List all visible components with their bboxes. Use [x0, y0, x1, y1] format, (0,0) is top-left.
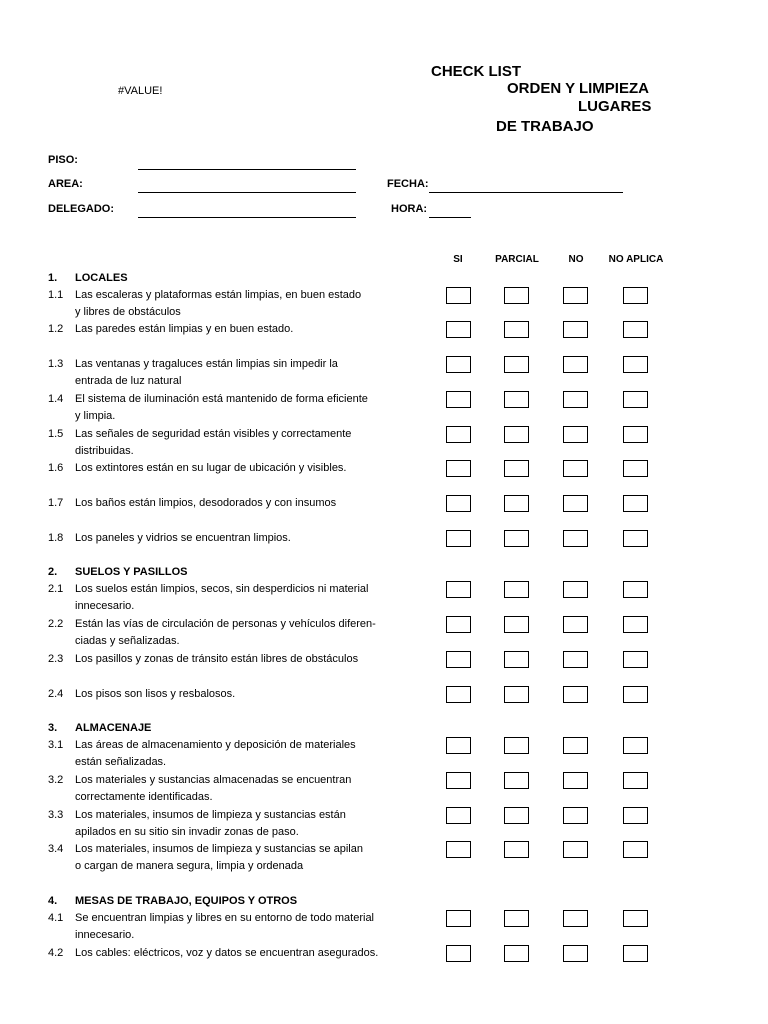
item-number: 3.3	[48, 809, 64, 821]
item-text: Las ventanas y tragaluces están limpias sin impedir la	[75, 358, 338, 370]
delegado-label: DELEGADO:	[48, 203, 114, 215]
item-text: distribuidas.	[75, 445, 134, 457]
checkbox-no-aplica[interactable]	[623, 910, 648, 927]
checkbox-no[interactable]	[563, 945, 588, 962]
checkbox-no-aplica[interactable]	[623, 841, 648, 858]
checkbox-no-aplica[interactable]	[623, 686, 648, 703]
item-text: apilados en su sitio sin invadir zonas de paso.	[75, 826, 299, 838]
checkbox-no[interactable]	[563, 530, 588, 547]
area-field[interactable]	[138, 192, 356, 193]
checkbox-no[interactable]	[563, 910, 588, 927]
checkbox-si[interactable]	[446, 287, 471, 304]
checkbox-no-aplica[interactable]	[623, 321, 648, 338]
item-number: 2.4	[48, 688, 64, 700]
section-number: 3.	[48, 722, 58, 734]
checkbox-no[interactable]	[563, 287, 588, 304]
item-number: 1.8	[48, 532, 64, 544]
fecha-field[interactable]	[429, 192, 623, 193]
checkbox-no-aplica[interactable]	[623, 737, 648, 754]
checkbox-no-aplica[interactable]	[623, 945, 648, 962]
item-number: 4.2	[48, 947, 64, 959]
area-label: AREA:	[48, 178, 83, 190]
checkbox-no[interactable]	[563, 686, 588, 703]
checkbox-parcial[interactable]	[504, 287, 529, 304]
checkbox-si[interactable]	[446, 581, 471, 598]
item-number: 3.2	[48, 774, 64, 786]
checkbox-parcial[interactable]	[504, 772, 529, 789]
checkbox-no[interactable]	[563, 581, 588, 598]
column-header-no-aplica: NO APLICA	[608, 254, 664, 265]
checkbox-si[interactable]	[446, 807, 471, 824]
section-title: ALMACENAJE	[75, 722, 152, 734]
checkbox-no[interactable]	[563, 321, 588, 338]
checkbox-si[interactable]	[446, 651, 471, 668]
item-text: y limpia.	[75, 410, 116, 422]
fecha-label: FECHA:	[387, 178, 429, 190]
checkbox-si[interactable]	[446, 686, 471, 703]
checkbox-parcial[interactable]	[504, 686, 529, 703]
checkbox-parcial[interactable]	[504, 391, 529, 408]
checkbox-si[interactable]	[446, 460, 471, 477]
checkbox-no-aplica[interactable]	[623, 530, 648, 547]
value-error-cell: #VALUE!	[118, 85, 163, 97]
checkbox-parcial[interactable]	[504, 530, 529, 547]
item-text: Los materiales y sustancias almacenadas se encuentran	[75, 774, 352, 786]
checkbox-parcial[interactable]	[504, 321, 529, 338]
hora-label: HORA:	[391, 203, 428, 215]
checkbox-si[interactable]	[446, 772, 471, 789]
checkbox-no[interactable]	[563, 651, 588, 668]
checkbox-si[interactable]	[446, 530, 471, 547]
checkbox-no-aplica[interactable]	[623, 495, 648, 512]
item-number: 1.7	[48, 497, 64, 509]
item-text: Los cables: eléctricos, voz y datos se encuentran asegurados.	[75, 947, 379, 959]
checkbox-parcial[interactable]	[504, 616, 529, 633]
checkbox-no[interactable]	[563, 356, 588, 373]
checkbox-si[interactable]	[446, 616, 471, 633]
item-number: 3.4	[48, 843, 64, 855]
item-number: 1.3	[48, 358, 64, 370]
checkbox-parcial[interactable]	[504, 495, 529, 512]
item-number: 1.6	[48, 462, 64, 474]
checkbox-si[interactable]	[446, 321, 471, 338]
item-text: Las señales de seguridad están visibles y correctamente	[75, 428, 352, 440]
checkbox-no[interactable]	[563, 460, 588, 477]
item-text: El sistema de iluminación está mantenido de forma eficiente	[75, 393, 368, 405]
section-number: 2.	[48, 566, 58, 578]
item-text: ciadas y señalizadas.	[75, 635, 180, 647]
checkbox-si[interactable]	[446, 737, 471, 754]
piso-label: PISO:	[48, 154, 78, 166]
checkbox-no-aplica[interactable]	[623, 772, 648, 789]
item-number: 2.3	[48, 653, 64, 665]
checkbox-no-aplica[interactable]	[623, 356, 648, 373]
checkbox-no[interactable]	[563, 391, 588, 408]
checkbox-parcial[interactable]	[504, 651, 529, 668]
checkbox-si[interactable]	[446, 391, 471, 408]
section-number: 4.	[48, 895, 58, 907]
section-title: MESAS DE TRABAJO, EQUIPOS Y OTROS	[75, 895, 298, 907]
item-number: 1.1	[48, 289, 64, 301]
column-header-no: NO	[568, 254, 584, 265]
checkbox-si[interactable]	[446, 495, 471, 512]
checkbox-si[interactable]	[446, 356, 471, 373]
item-number: 4.1	[48, 912, 64, 924]
checkbox-no[interactable]	[563, 616, 588, 633]
checkbox-parcial[interactable]	[504, 356, 529, 373]
checkbox-parcial[interactable]	[504, 460, 529, 477]
item-text: Los pasillos y zonas de tránsito están libres de obstáculos	[75, 653, 359, 665]
item-text: Los paneles y vidrios se encuentran limpios.	[75, 532, 291, 544]
delegado-field[interactable]	[138, 217, 356, 218]
item-text: Los materiales, insumos de limpieza y sustancias se apilan	[75, 843, 363, 855]
checkbox-parcial[interactable]	[504, 581, 529, 598]
item-text: Los suelos están limpios, secos, sin desperdicios ni material	[75, 583, 369, 595]
item-text: entrada de luz natural	[75, 375, 182, 387]
checkbox-no[interactable]	[563, 737, 588, 754]
checkbox-no-aplica[interactable]	[623, 616, 648, 633]
section-number: 1.	[48, 272, 58, 284]
item-text: Las paredes están limpias y en buen estado.	[75, 323, 294, 335]
title-line-1: CHECK LIST	[431, 63, 521, 80]
item-number: 1.5	[48, 428, 64, 440]
item-text: innecesario.	[75, 929, 135, 941]
checkbox-no-aplica[interactable]	[623, 807, 648, 824]
column-header-si: SI	[453, 254, 463, 265]
checkbox-no-aplica[interactable]	[623, 287, 648, 304]
checkbox-parcial[interactable]	[504, 737, 529, 754]
item-text: Los baños están limpios, desodorados y con insumos	[75, 497, 337, 509]
title-line-2: ORDEN Y LIMPIEZA	[507, 80, 649, 97]
checkbox-no[interactable]	[563, 841, 588, 858]
title-line-4: DE TRABAJO	[496, 118, 594, 135]
checkbox-parcial[interactable]	[504, 807, 529, 824]
item-text: Los extintores están en su lugar de ubicación y visibles.	[75, 462, 347, 474]
column-header-parcial: PARCIAL	[495, 254, 539, 265]
checkbox-parcial[interactable]	[504, 945, 529, 962]
checkbox-no[interactable]	[563, 807, 588, 824]
item-number: 2.1	[48, 583, 64, 595]
item-text: correctamente identificadas.	[75, 791, 213, 803]
checkbox-si[interactable]	[446, 426, 471, 443]
item-number: 1.4	[48, 393, 64, 405]
checkbox-no-aplica[interactable]	[623, 651, 648, 668]
checkbox-no[interactable]	[563, 426, 588, 443]
item-text: o cargan de manera segura, limpia y ordenada	[75, 860, 304, 872]
section-title: LOCALES	[75, 272, 128, 284]
item-text: están señalizadas.	[75, 756, 167, 768]
checkbox-no-aplica[interactable]	[623, 581, 648, 598]
item-text: Los materiales, insumos de limpieza y sustancias están	[75, 809, 346, 821]
item-text: Las escaleras y plataformas están limpias, en buen estado	[75, 289, 362, 301]
checkbox-parcial[interactable]	[504, 841, 529, 858]
checkbox-si[interactable]	[446, 841, 471, 858]
item-text: y libres de obstáculos	[75, 306, 181, 318]
item-text: Las áreas de almacenamiento y deposición de materiales	[75, 739, 356, 751]
item-number: 1.2	[48, 323, 64, 335]
checkbox-no-aplica[interactable]	[623, 426, 648, 443]
checkbox-no[interactable]	[563, 772, 588, 789]
checkbox-no-aplica[interactable]	[623, 391, 648, 408]
item-text: Se encuentran limpias y libres en su entorno de todo material	[75, 912, 375, 924]
section-title: SUELOS Y PASILLOS	[75, 566, 188, 578]
item-number: 3.1	[48, 739, 64, 751]
checkbox-parcial[interactable]	[504, 426, 529, 443]
checkbox-parcial[interactable]	[504, 910, 529, 927]
item-text: innecesario.	[75, 600, 135, 612]
item-number: 2.2	[48, 618, 64, 630]
hora-field[interactable]	[429, 217, 471, 218]
checkbox-no[interactable]	[563, 495, 588, 512]
piso-field[interactable]	[138, 169, 356, 170]
checkbox-no-aplica[interactable]	[623, 460, 648, 477]
item-text: Están las vías de circulación de personas y vehículos diferen-	[75, 618, 376, 630]
item-text: Los pisos son lisos y resbalosos.	[75, 688, 236, 700]
title-line-3: LUGARES	[578, 98, 652, 115]
checkbox-si[interactable]	[446, 910, 471, 927]
checkbox-si[interactable]	[446, 945, 471, 962]
